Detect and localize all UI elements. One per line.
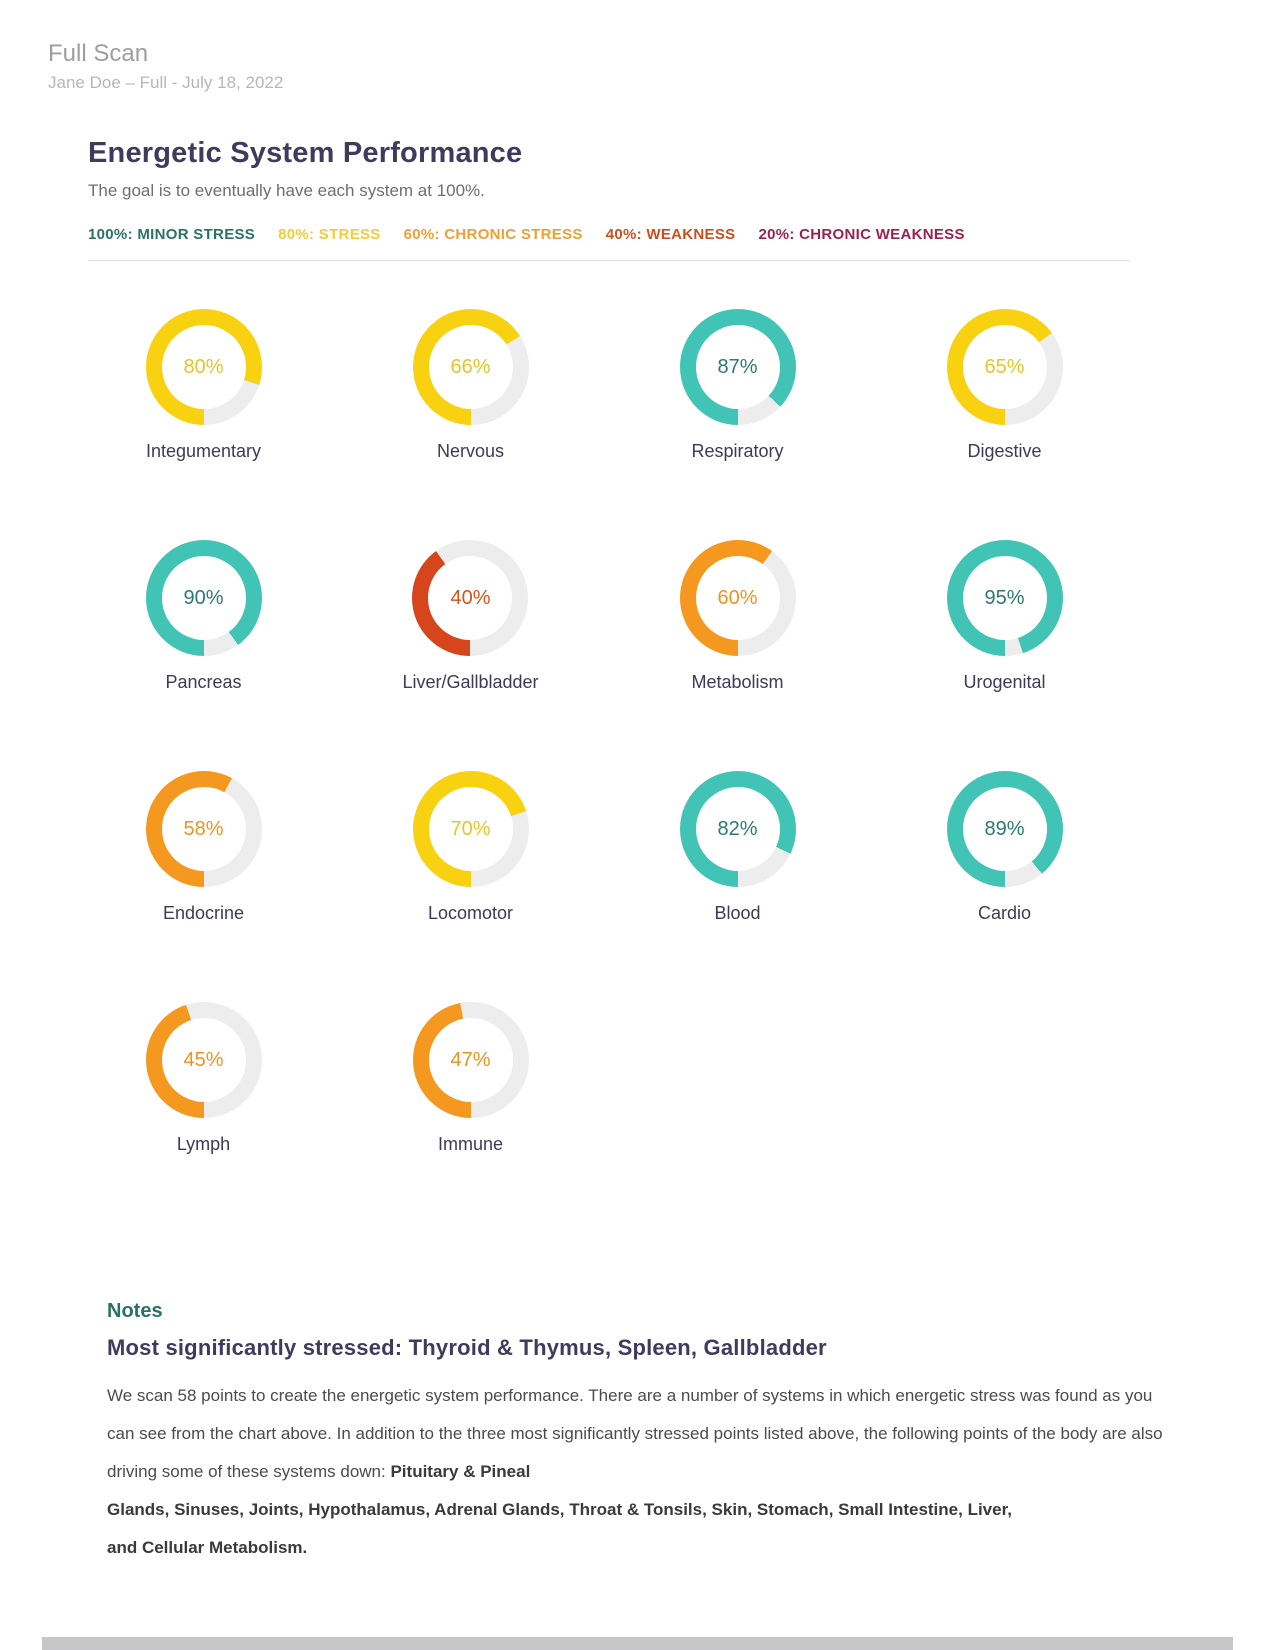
donut-hole	[429, 1018, 513, 1102]
gauge-percent: 95%	[984, 586, 1025, 609]
system-label: Pancreas	[165, 672, 242, 692]
gauge-percent: 87%	[717, 355, 758, 378]
system-label: Liver/Gallbladder	[402, 672, 539, 692]
legend-item: 80%: STRESS	[278, 226, 381, 243]
gauge-percent: 65%	[984, 355, 1025, 378]
gauge-percent: 60%	[717, 586, 758, 609]
gauge-percent: 66%	[450, 355, 491, 378]
legend-item: 40%: WEAKNESS	[605, 226, 736, 243]
donut-chart	[146, 540, 262, 656]
notes-text-bold-2: Glands, Sinuses, Joints, Hypothalamus, Adrenal Glands, Throat & Tonsils, Skin, Stomach, Small Intestine, Liver,	[107, 1500, 1012, 1520]
legend-item: 60%: CHRONIC STRESS	[403, 226, 583, 243]
donut-chart	[413, 1002, 529, 1118]
donut-hole	[162, 787, 246, 871]
gauge-percent: 89%	[984, 817, 1025, 840]
system-gauge	[680, 540, 796, 693]
notes-subheading: Most significantly stressed: Thyroid & Thymus, Spleen, Gallbladder	[107, 1335, 827, 1360]
donut-hole	[162, 1018, 246, 1102]
gauge-percent: 80%	[183, 355, 224, 378]
divider	[88, 260, 1130, 261]
system-gauge	[413, 309, 529, 462]
header-title: Full Scan	[48, 40, 149, 67]
donut-hole	[963, 556, 1047, 640]
system-gauge	[146, 771, 262, 924]
donut-chart	[680, 309, 796, 425]
report-header	[0, 0, 1275, 93]
donut-hole	[696, 787, 780, 871]
donut-chart	[947, 309, 1063, 425]
notes-text-bold-1: Pituitary & Pineal	[390, 1462, 531, 1482]
system-label: Metabolism	[691, 672, 784, 692]
system-label: Nervous	[436, 441, 505, 461]
gauge-percent: 58%	[183, 817, 224, 840]
main-content	[88, 137, 1130, 261]
system-gauge	[402, 540, 538, 693]
donut-grid	[70, 309, 1138, 1155]
system-gauge	[947, 771, 1063, 924]
legend-item: 100%: MINOR STRESS	[88, 226, 256, 243]
gauge-percent: 70%	[450, 817, 491, 840]
system-label: Integumentary	[145, 441, 262, 461]
notes-paragraph	[107, 1377, 1180, 1567]
legend-item: 20%: CHRONIC WEAKNESS	[758, 226, 965, 243]
gauge-percent: 82%	[717, 817, 758, 840]
notes-text-regular: We scan 58 points to create the energetic system performance. There are a number of systems in which energetic stress was found as you can see from the chart above. In addition to the three most significantly stressed points listed above, the following points of the body are also driving some of these systems down:	[107, 1386, 1163, 1482]
notes-section	[107, 1300, 1180, 1567]
donut-chart	[680, 540, 796, 656]
system-gauge	[947, 309, 1063, 462]
donut-hole	[963, 325, 1047, 409]
gauge-percent: 45%	[183, 1048, 224, 1071]
system-gauge	[146, 309, 262, 462]
system-label: Locomotor	[427, 903, 514, 923]
donut-chart	[680, 771, 796, 887]
donut-chart	[947, 771, 1063, 887]
donut-chart	[146, 1002, 262, 1118]
system-gauge	[680, 771, 796, 924]
donut-chart	[947, 540, 1063, 656]
donut-hole	[429, 787, 513, 871]
page-subtitle: The goal is to eventually have each system at 100%.	[88, 181, 485, 200]
gauge-percent: 40%	[450, 586, 491, 609]
donut-chart	[413, 309, 529, 425]
donut-chart	[412, 540, 528, 656]
donut-chart	[146, 771, 262, 887]
system-label: Cardio	[977, 903, 1032, 923]
notes-heading: Notes	[107, 1300, 163, 1322]
donut-hole	[696, 325, 780, 409]
system-label: Endocrine	[162, 903, 245, 923]
system-label: Lymph	[176, 1134, 231, 1154]
donut-chart	[146, 309, 262, 425]
status-legend	[88, 226, 1130, 243]
system-gauge	[947, 540, 1063, 693]
donut-chart	[413, 771, 529, 887]
system-label: Urogenital	[963, 672, 1046, 692]
donut-hole	[428, 556, 512, 640]
system-label: Respiratory	[691, 441, 784, 461]
page-title: Energetic System Performance	[88, 137, 523, 169]
header-subtitle: Jane Doe – Full - July 18, 2022	[48, 73, 284, 92]
donut-hole	[963, 787, 1047, 871]
system-gauge	[413, 771, 529, 924]
footer-bar	[42, 1637, 1233, 1650]
gauge-percent: 47%	[450, 1048, 491, 1071]
donut-hole	[162, 556, 246, 640]
system-gauge	[146, 540, 262, 693]
system-label: Immune	[437, 1134, 504, 1154]
gauge-percent: 90%	[183, 586, 224, 609]
system-gauge	[680, 309, 796, 462]
notes-text-bold-3: and Cellular Metabolism.	[107, 1538, 308, 1558]
system-label: Blood	[714, 903, 761, 923]
system-gauge	[413, 1002, 529, 1155]
system-gauge	[146, 1002, 262, 1155]
system-label: Digestive	[967, 441, 1042, 461]
donut-hole	[162, 325, 246, 409]
donut-hole	[696, 556, 780, 640]
donut-hole	[429, 325, 513, 409]
